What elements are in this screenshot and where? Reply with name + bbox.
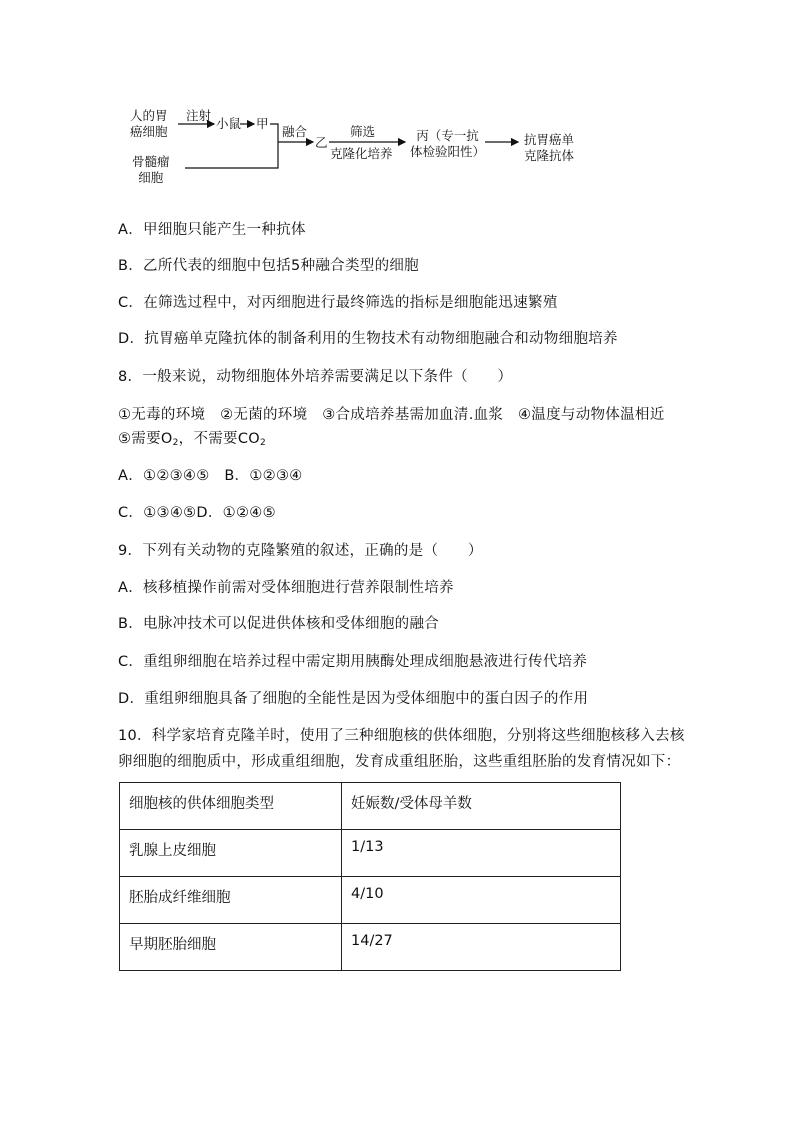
header-pregnancy-ratio: 妊娠数/受体母羊数 xyxy=(342,783,621,830)
cell-donor-type: 早期胚胎细胞 xyxy=(120,924,342,971)
header-donor-cell-type: 细胞核的供体细胞类型 xyxy=(120,783,342,830)
table-header-row xyxy=(120,783,621,830)
q8-conditions-line2 xyxy=(118,427,266,448)
node-myeloma-line2: 细胞 xyxy=(138,170,164,185)
q10-stem-line1: 10．科学家培育克隆羊时，使用了三种细胞核的供体细胞，分别将这些细胞核移入去核 xyxy=(118,728,685,744)
q9-option-c: C．重组卵细胞在培养过程中需定期用胰酶处理成细胞悬液进行传代培养 xyxy=(118,654,588,670)
cell-ratio: 4/10 xyxy=(342,877,621,924)
cell-donor-type: 乳腺上皮细胞 xyxy=(120,830,342,877)
line-jia-merge xyxy=(270,124,278,142)
q8-stem: 8．一般来说，动物细胞体外培养需要满足以下条件（ ） xyxy=(118,369,513,385)
label-inject: 注射 xyxy=(186,108,212,123)
q10-stem-line2: 卵细胞的细胞质中，形成重组细胞，发育成重组胚胎，这些重组胚胎的发育情况如下： xyxy=(118,754,681,770)
q9-option-d: D．重组卵细胞具备了细胞的全能性是因为受体细胞中的蛋白因子的作用 xyxy=(118,691,589,707)
cell-ratio: 14/27 xyxy=(342,924,621,971)
q9-option-b: B．电脉冲技术可以促进供体核和受体细胞的融合 xyxy=(118,616,440,632)
node-bing-line1: 丙（专一抗 xyxy=(416,128,479,143)
node-bing-line2: 体检验阳性） xyxy=(410,144,486,159)
table-row xyxy=(120,877,621,924)
node-mouse: 小鼠 xyxy=(216,116,242,131)
table-row xyxy=(120,924,621,971)
q8-cond5-prefix: ⑤需要 xyxy=(118,431,161,447)
node-stomach-line2: 癌细胞 xyxy=(130,124,168,139)
q7-option-c: C．在筛选过程中，对丙细胞进行最终筛选的指标是细胞能迅速繁殖 xyxy=(118,295,558,311)
node-antibody-line1: 抗胃癌单 xyxy=(524,132,575,147)
node-stomach-cancer-cell xyxy=(130,108,168,140)
q9-option-a: A．核移植操作前需对受体细胞进行营养限制性培养 xyxy=(118,580,454,596)
q8-conditions-line1: ①无毒的环境 ②无菌的环境 ③合成培养基需加血清.血浆 ④温度与动物体温相近 xyxy=(118,407,665,423)
monoclonal-antibody-flow-diagram xyxy=(130,100,590,192)
label-fuse: 融合 xyxy=(282,124,308,139)
node-myeloma-cell xyxy=(132,154,170,186)
table-row xyxy=(120,830,621,877)
q7-option-d: D．抗胃癌单克隆抗体的制备利用的生物技术有动物细胞融合和动物细胞培养 xyxy=(118,331,618,347)
node-antibody-line2: 克隆抗体 xyxy=(524,148,575,163)
q7-option-b: B．乙所代表的细胞中包括5种融合类型的细胞 xyxy=(118,258,419,274)
cell-ratio: 1/13 xyxy=(342,830,621,877)
q8-co2-subscript: 2 xyxy=(260,438,267,448)
q8-options-ab: A．①②③④⑤ B．①②③④ xyxy=(118,468,303,484)
label-clone-culture: 克隆化培养 xyxy=(330,146,393,161)
line-myeloma-merge xyxy=(185,142,278,168)
cell-donor-type: 胚胎成纤维细胞 xyxy=(120,877,342,924)
node-jia: 甲 xyxy=(256,116,269,131)
label-screen: 筛选 xyxy=(350,124,376,139)
q8-cond5-mid: ，不需要 xyxy=(178,431,238,447)
q10-data-table xyxy=(119,782,621,971)
q8-options-cd: C．①③④⑤D．①②④⑤ xyxy=(118,505,276,521)
node-antibody xyxy=(524,132,574,164)
q8-o2-subscript: 2 xyxy=(172,438,179,448)
node-yi: 乙 xyxy=(315,135,328,150)
q8-o2: O xyxy=(160,431,173,447)
node-bing xyxy=(410,128,485,160)
node-myeloma-line1: 骨髓瘤 xyxy=(132,154,170,169)
q7-option-a: A．甲细胞只能产生一种抗体 xyxy=(118,222,306,238)
q9-stem: 9．下列有关动物的克隆繁殖的叙述，正确的是（ ） xyxy=(118,543,483,559)
node-stomach-line1: 人的胃 xyxy=(130,108,168,123)
q8-co2: CO xyxy=(237,431,260,447)
